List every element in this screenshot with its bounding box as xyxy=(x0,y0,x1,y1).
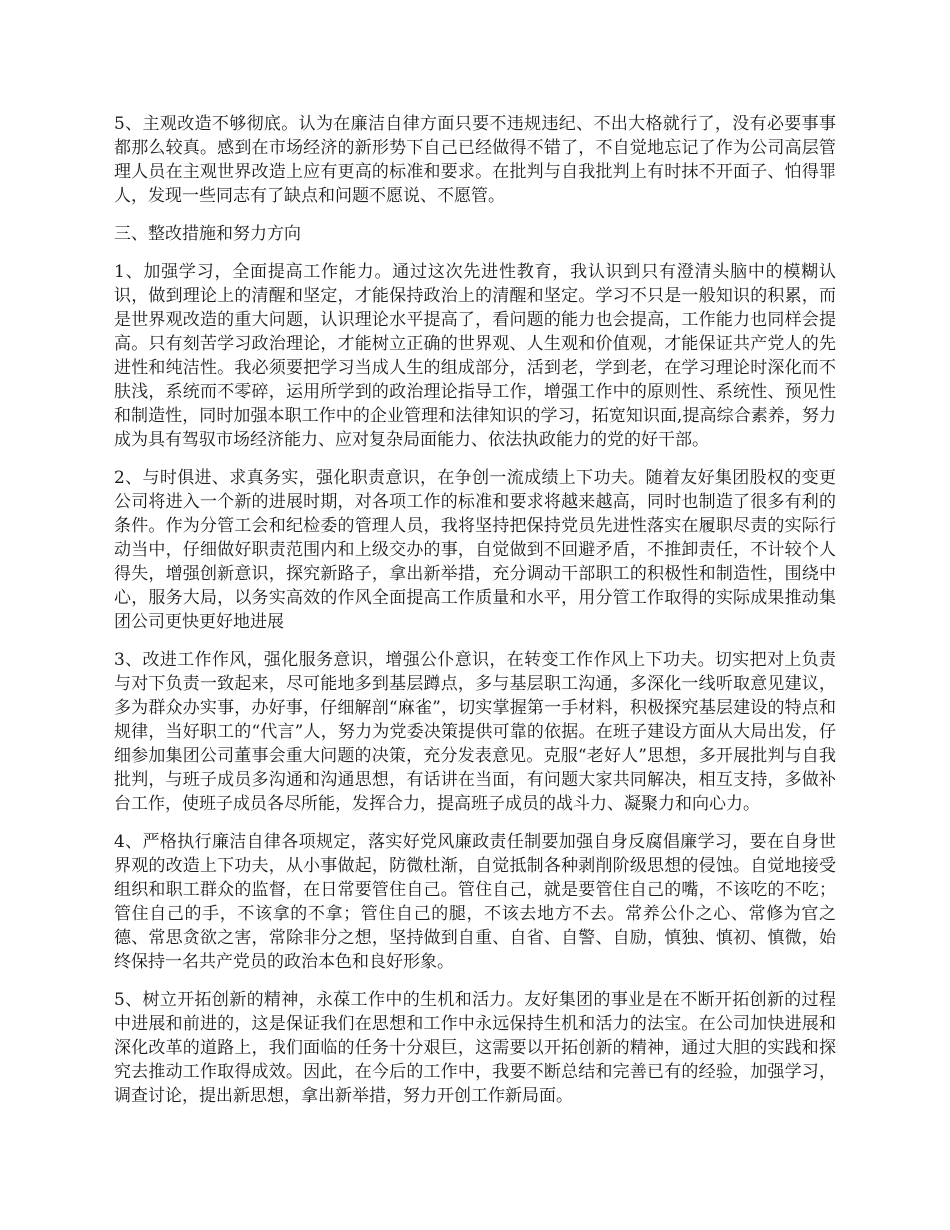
paragraph-point-5-subjective-reform: 5、主观改造不够彻底。认为在廉洁自律方面只要不违规违纪、不出大格就行了，没有必要事事都那么较真。感到在市场经济的新形势下自己已经做得不错了，不自觉地忘记了作为公司高层管理人员在主观世界改造上应有更高的标准和要求。在批判与自我批判上有时抹不开面子、怕得罪人，发现一些同志有了缺点和问题不愿说、不愿管。 xyxy=(114,114,836,206)
paragraph-measure-1-study: 1、加强学习，全面提高工作能力。通过这次先进性教育，我认识到只有澄清头脑中的模糊认识，做到理论上的清醒和坚定，才能保持政治上的清醒和坚定。学习不只是一般知识的积累，而是世界观改造的重大问题，认识理论水平提高了，看问题的能力也会提高，工作能力也同样会提高。只有刻苦学习政治理论，才能树立正确的世界观、人生观和价值观，才能保证共产党人的先进性和纯洁性。我必须要把学习当成人生的组成部分，活到老，学到老，在学习理论时深化而不肤浅，系统而不零碎，运用所学到的政治理论指导工作，增强工作中的原则性、系统性、预见性和制造性，同时加强本职工作中的企业管理和法律知识的学习，拓宽知识面,提高综合素养，努力成为具有驾驭市场经济能力、应对复杂局面能力、依法执政能力的党的好干部。 xyxy=(114,262,836,450)
paragraph-measure-5-innovation: 5、树立开拓创新的精神，永葆工作中的生机和活力。友好集团的事业是在不断开拓创新的过程中进展和前进的，这是保证我们在思想和工作中永远保持生机和活力的法宝。在公司加快进展和深化改革的道路上，我们面临的任务十分艰巨，这需要以开拓创新的精神，通过大胆的实践和探究去推动工作取得成效。因此，在今后的工作中，我要不断总结和完善已有的经验，加强学习，调查讨论，提出新思想，拿出新举措，努力开创工作新局面。 xyxy=(114,990,836,1106)
paragraph-measure-3-work-style: 3、改进工作作风，强化服务意识，增强公仆意识，在转变工作作风上下功夫。切实把对上负责与对下负责一致起来，尽可能地多到基层蹲点，多与基层职工沟通，多深化一线听取意见建议，多为群众办实事，办好事，仔细解剖“麻雀”，切实掌握第一手材料，积极探究基层建设的特点和规律，当好职工的“代言”人，努力为党委决策提供可靠的依据。在班子建设方面从大局出发，仔细参加集团公司董事会重大问题的决策，充分发表意见。克服“老好人”思想，多开展批判与自我批判，与班子成员多沟通和沟通思想，有话讲在当面，有问题大家共同解决，相互支持，多做补台工作，使班子成员各尽所能，发挥合力，提高班子成员的战斗力、凝聚力和向心力。 xyxy=(114,650,836,814)
paragraph-measure-2-responsibility: 2、与时俱进、求真务实，强化职责意识，在争创一流成绩上下功夫。随着友好集团股权的变更公司将进入一个新的进展时期，对各项工作的标准和要求将越来越高，同时也制造了很多有利的条件。作为分管工会和纪检委的管理人员，我将坚持把保持党员先进性落实在履职尽责的实际行动当中，仔细做好职责范围内和上级交办的事，自觉做到不回避矛盾，不推卸责任，不计较个人得失，增强创新意识，探究新路子，拿出新举措，充分调动干部职工的积极性和制造性，围绕中心，服务大局，以务实高效的作风全面提高工作质量和水平，用分管工作取得的实际成果推动集团公司更快更好地进展 xyxy=(114,468,836,632)
section-heading-rectification-measures: 三、整改措施和努力方向 xyxy=(114,224,301,244)
paragraph-measure-4-integrity: 4、严格执行廉洁自律各项规定，落实好党风廉政责任制要加强自身反腐倡廉学习，要在自身世界观的改造上下功夫，从小事做起，防微杜渐，自觉抵制各种剥削阶级思想的侵蚀。自觉地接受组织和职工群众的监督，在日常要管住自己。管住自己，就是要管住自己的嘴，不该吃的不吃；管住自己的手，不该拿的不拿；管住自己的腿，不该去地方不去。常养公仆之心、常修为官之德、常思贪欲之害，常除非分之想，坚持做到自重、自省、自警、自励，慎独、慎初、慎微，始终保持一名共产党员的政治本色和良好形象。 xyxy=(114,832,836,972)
